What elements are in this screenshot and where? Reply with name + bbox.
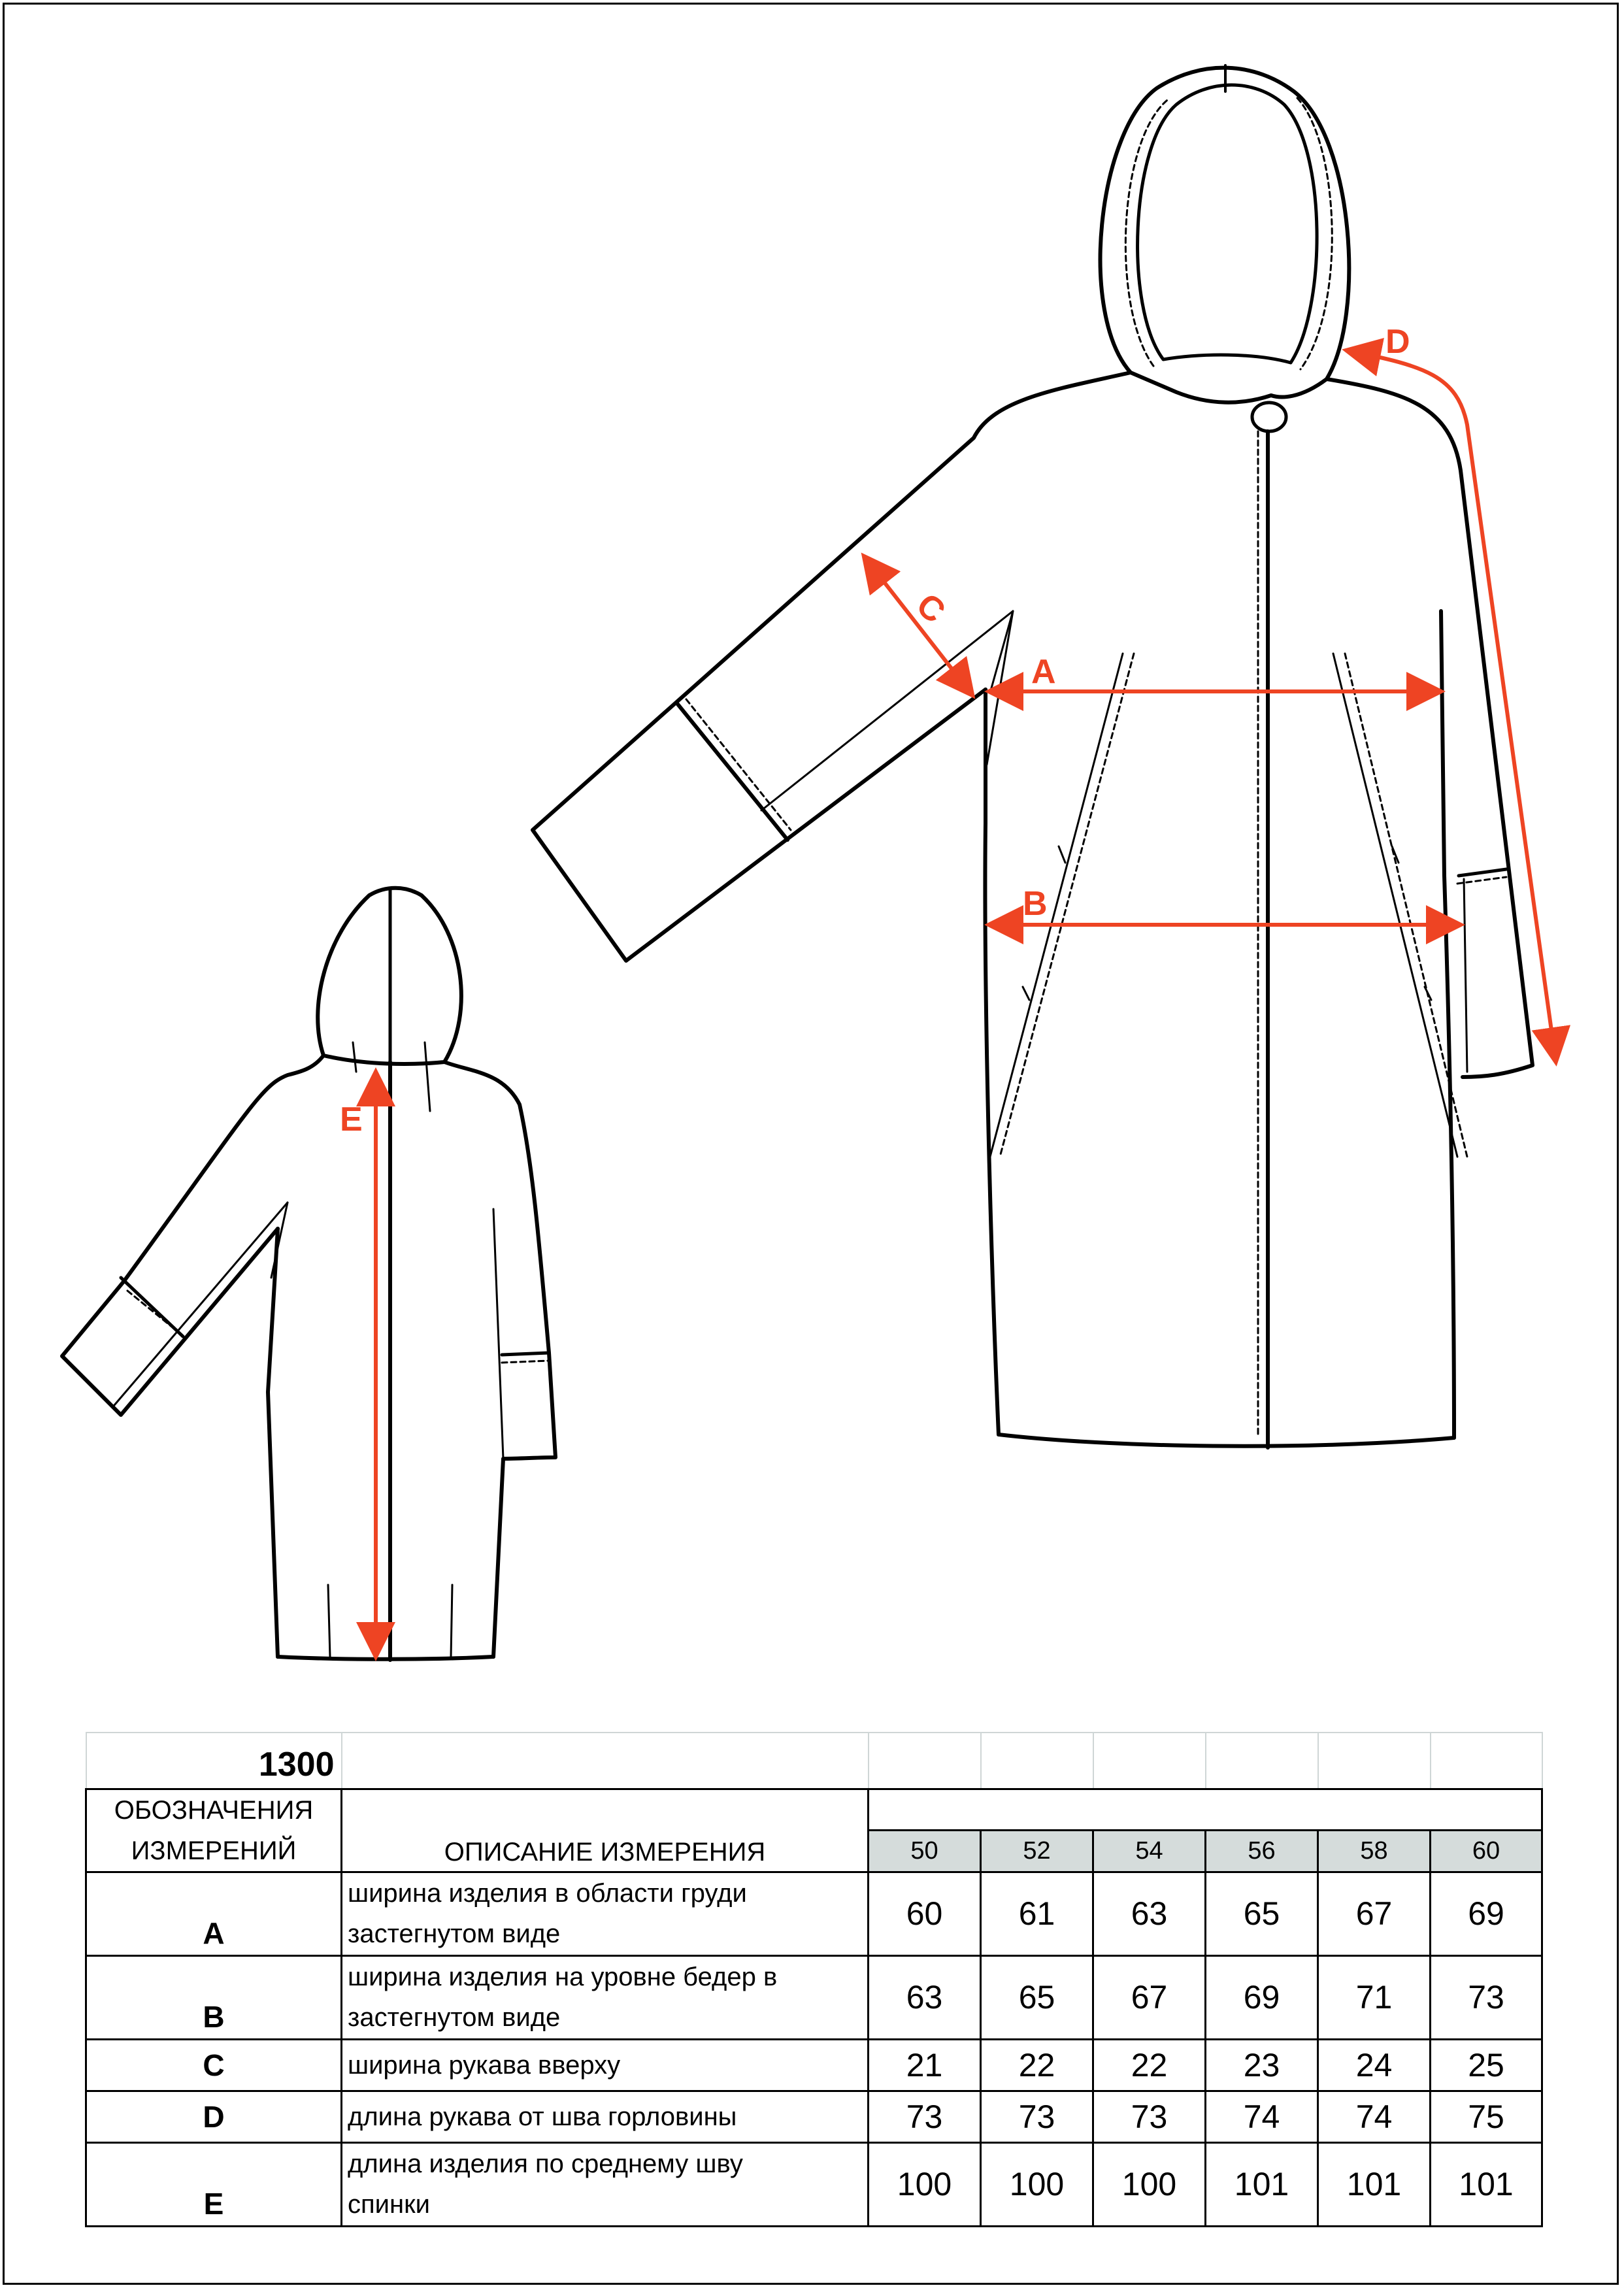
measurement-description: ширина рукава вверху (342, 2039, 869, 2091)
table-row (86, 2091, 1542, 2142)
size-header: 60 (1431, 1831, 1542, 1872)
front-view-coat (533, 65, 1533, 1448)
description-header: ОПИСАНИЕ ИЗМЕРЕНИЯ (342, 1789, 869, 1872)
size-header: 56 (1206, 1831, 1318, 1872)
measurement-value: 69 (1206, 1955, 1318, 2039)
table-row (86, 1955, 1542, 2039)
measurement-value: 60 (869, 1872, 981, 1955)
table-row (86, 2142, 1542, 2226)
measurement-value: 71 (1318, 1955, 1431, 2039)
measurement-description: ширина изделия на уровне бедер в застегнутом виде (342, 1955, 869, 2039)
measurement-value: 101 (1206, 2142, 1318, 2226)
label-d: D (1385, 323, 1410, 361)
measurement-value: 63 (869, 1955, 981, 2039)
measurement-code: D (86, 2091, 342, 2142)
label-b: B (1023, 885, 1048, 923)
measurement-value: 24 (1318, 2039, 1431, 2091)
size-header: 50 (869, 1831, 981, 1872)
measurement-value: 101 (1318, 2142, 1431, 2226)
measurement-value: 67 (1318, 1872, 1431, 1955)
header-row (86, 1789, 1542, 1831)
measurement-value: 74 (1318, 2091, 1431, 2142)
measurement-value: 73 (1431, 1955, 1542, 2039)
measurement-value: 100 (869, 2142, 981, 2226)
measurement-value: 100 (1093, 2142, 1206, 2226)
measurement-value: 74 (1206, 2091, 1318, 2142)
measurement-description: ширина изделия в области груди застегнутом виде (342, 1872, 869, 1955)
measurement-value: 63 (1093, 1872, 1206, 1955)
measurement-value: 22 (1093, 2039, 1206, 2091)
measurement-code: A (86, 1872, 342, 1955)
measurement-description: длина изделия по среднему шву спинки (342, 2142, 869, 2226)
measurement-value: 61 (981, 1872, 1093, 1955)
size-header: 52 (981, 1831, 1093, 1872)
measurement-value: 73 (869, 2091, 981, 2142)
measurement-value: 25 (1431, 2039, 1542, 2091)
size-header: 58 (1318, 1831, 1431, 1872)
measurement-code: B (86, 1955, 342, 2039)
measurement-value: 67 (1093, 1955, 1206, 2039)
measurement-value: 23 (1206, 2039, 1318, 2091)
measurement-value: 101 (1431, 2142, 1542, 2226)
table-row (86, 2039, 1542, 2091)
table-title-row (86, 1733, 1542, 1789)
arrow-d (1350, 351, 1555, 1059)
measurement-value: 75 (1431, 2091, 1542, 2142)
size-chart-table (85, 1732, 1543, 2227)
model-number: 1300 (86, 1733, 342, 1789)
measurement-value: 73 (1093, 2091, 1206, 2142)
table-row (86, 1872, 1542, 1955)
measurement-value: 22 (981, 2039, 1093, 2091)
arrow-c (866, 559, 970, 693)
measurement-value: 65 (981, 1955, 1093, 2039)
label-c: C (909, 586, 953, 631)
measurement-labels (340, 323, 1410, 1138)
size-header: 54 (1093, 1831, 1206, 1872)
measurement-value: 21 (869, 2039, 981, 2091)
measurement-value: 73 (981, 2091, 1093, 2142)
measurement-value: 65 (1206, 1872, 1318, 1955)
label-e: E (340, 1101, 363, 1138)
measurement-description: длина рукава от шва горловины (342, 2091, 869, 2142)
label-a: A (1031, 653, 1056, 691)
codes-header: ОБОЗНАЧЕНИЯ ИЗМЕРЕНИЙ (86, 1789, 342, 1872)
measurement-value: 69 (1431, 1872, 1542, 1955)
measurement-code: E (86, 2142, 342, 2226)
measurement-code: C (86, 2039, 342, 2091)
measurement-value: 100 (981, 2142, 1093, 2226)
back-view-coat (62, 888, 555, 1660)
